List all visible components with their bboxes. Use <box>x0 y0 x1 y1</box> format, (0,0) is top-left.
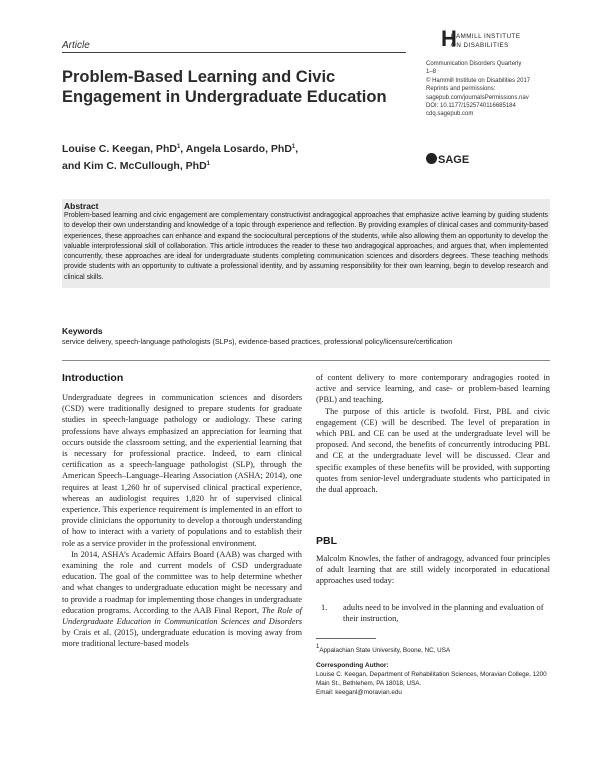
corresponding-author-text: Louise C. Keegan, Department of Rehabilitation Sciences, Moravian College, 1200 Main St., Bethlehem, PA 18018, USA. <box>316 671 547 687</box>
article-type-label: Article <box>62 40 90 51</box>
journal-name: Communication Disorders Quarterly <box>426 61 522 67</box>
journal-url[interactable]: cdq.sagepub.com <box>426 111 474 118</box>
paragraph: The purpose of this article is twofold. First, PBL and civic engagement (CE) will be described. The level of preparation in which PBL and CE can be used at the undergraduate level will be proposed. And second, the benefits of concurrently introducing PBL and CE at the undergraduate level will be discussed. Clear and specific examples of these benefits will be provided, with supporting quotes from senior-level undergraduate students who participated in the dual approach. <box>316 406 550 495</box>
keywords-section <box>62 326 550 348</box>
abstract-text: Problem-based learning and civic engagement are complementary constructivist andragogical approaches that emphasize active learning by guiding students to develop their own understanding and knowledge of a topic through experience and reflection. By providing examples of clinical cases and community-based experiences, these approaches can enhance and expand the sociocultural perceptions of the students, while also allowing them an opportunity to develop the valuable interprofessional skill of collaboration. This article introduces the reader to these two andragogical approaches, and argues that, when implemented concurrently, these approaches are ideal for undergraduate students completing communication sciences and disorders degrees. These teaching methods provide students with an opportunity to cultivate a professional identity, and by assuming responsibility for their own learning, begin to develop research and clinical skills. <box>64 212 548 281</box>
left-column <box>62 392 302 650</box>
report-title: The Role of Undergraduate Education in Communication Sciences and Disorders <box>62 605 302 627</box>
header-rule <box>62 52 406 53</box>
author-name: Angela Losardo, PhD <box>185 143 292 155</box>
author-affiliation-mark: 1 <box>176 144 181 150</box>
logo-line-2: ON DISABILITIES <box>451 42 509 49</box>
author-name: Louise C. Keegan, PhD <box>62 143 177 155</box>
copyright: © Hammill Institute on Disabilities 2017 <box>426 77 531 84</box>
sage-circle-icon <box>426 153 437 164</box>
footnote-rule <box>316 638 376 639</box>
paragraph: In 2014, ASHA’s Academic Affairs Board (AAB) was charged with examining the role and current models of CSD undergraduate education. The goal of the committee was to help determine whether and what changes to undergraduate education might be necessary and to provide a roadmap for implementing those changes in undergraduate education programs. According to the AAB Final Report, The Role of Undergraduate Education in Communication Sciences and Disorders by Crais et al. (2015), undergraduate education is moving away from more traditional lecture-based models <box>62 549 302 649</box>
author-affiliation-mark: 1 <box>291 144 296 150</box>
publisher-logo <box>441 28 551 52</box>
keywords-rule <box>62 360 550 361</box>
abstract-heading: Abstract <box>64 201 99 211</box>
sage-label: SAGE <box>438 154 470 166</box>
corresponding-email[interactable]: Email: keeganl@moravian.edu <box>316 689 402 696</box>
list-text: adults need to be involved in the planning and evaluation of their instruction, <box>343 603 544 624</box>
author-list: Louise C. Keegan, PhD$^1$, Angela Losardo, PhD$^1$, and Kim C. McCullough, PhD$^1$ <box>62 143 299 172</box>
corresponding-author-label: Corresponding Author: <box>316 662 389 669</box>
article-title: Problem-Based Learning and Civic Engagement in Undergraduate Education <box>62 68 387 106</box>
introduction-heading: Introduction <box>62 372 124 384</box>
pbl-paragraph: Malcolm Knowles, the father of andragogy, advanced four principles of adult learning that are still widely incorporated in educational approaches used today: <box>316 554 550 586</box>
affiliation-note: $^1$Appalachian State University, Boone, NC, USA <box>316 644 451 654</box>
author-affiliation-mark: 1 <box>206 160 211 167</box>
logo-mark: H <box>441 26 457 51</box>
sage-logo <box>426 153 469 166</box>
journal-info <box>426 60 576 119</box>
keywords-text: service delivery, speech-language pathologists (SLPs), evidence-based practices, professional policy/licensure/certification <box>62 337 453 346</box>
paragraph: of content delivery to more contemporary andragogies rooted in active and service learning, and case- or problem-based learning (PBL) and teaching. <box>316 373 550 405</box>
keywords-heading: Keywords <box>62 326 103 336</box>
logo-line-1: HAMMILL INSTITUTE <box>451 33 521 40</box>
abstract-box <box>62 199 550 288</box>
page-range: 1–8 <box>426 69 437 76</box>
paragraph: Undergraduate degrees in communication sciences and disorders (CSD) were traditionally designed to prepare students for graduate studies in speech-language pathology or audiology. These caring professions have always emphasized an appreciation for learning that occurs outside the classroom setting, and the experiential learning that is necessary for professional practice. Indeed, to earn clinical certification as a speech-language pathologist (SLP), through the American Speech–Language–Hearing Association (ASHA; 2014), one requires at least 1,260 hr of supervised clinical practical experience, whereas an audiologist requires 1,820 hr of supervised clinical experience. This experience requirement is implemented in an effort to provide clinicians the opportunity to develop a thorough understanding of how to interact with a variety of populations and to establish their role as a service provider in the professional environment. <box>62 393 302 548</box>
permissions-link[interactable]: sagepub.com/journalsPermissions.nav <box>426 94 529 101</box>
list-number: 1. <box>321 603 328 612</box>
reprints: Reprints and permissions: <box>426 86 496 93</box>
author-name: and Kim C. McCullough, PhD <box>62 159 207 172</box>
pbl-heading: PBL <box>316 535 337 547</box>
right-column <box>316 372 550 495</box>
doi[interactable]: DOI: 10.1177/1525740116685184 <box>426 103 516 110</box>
footnotes <box>316 643 556 697</box>
